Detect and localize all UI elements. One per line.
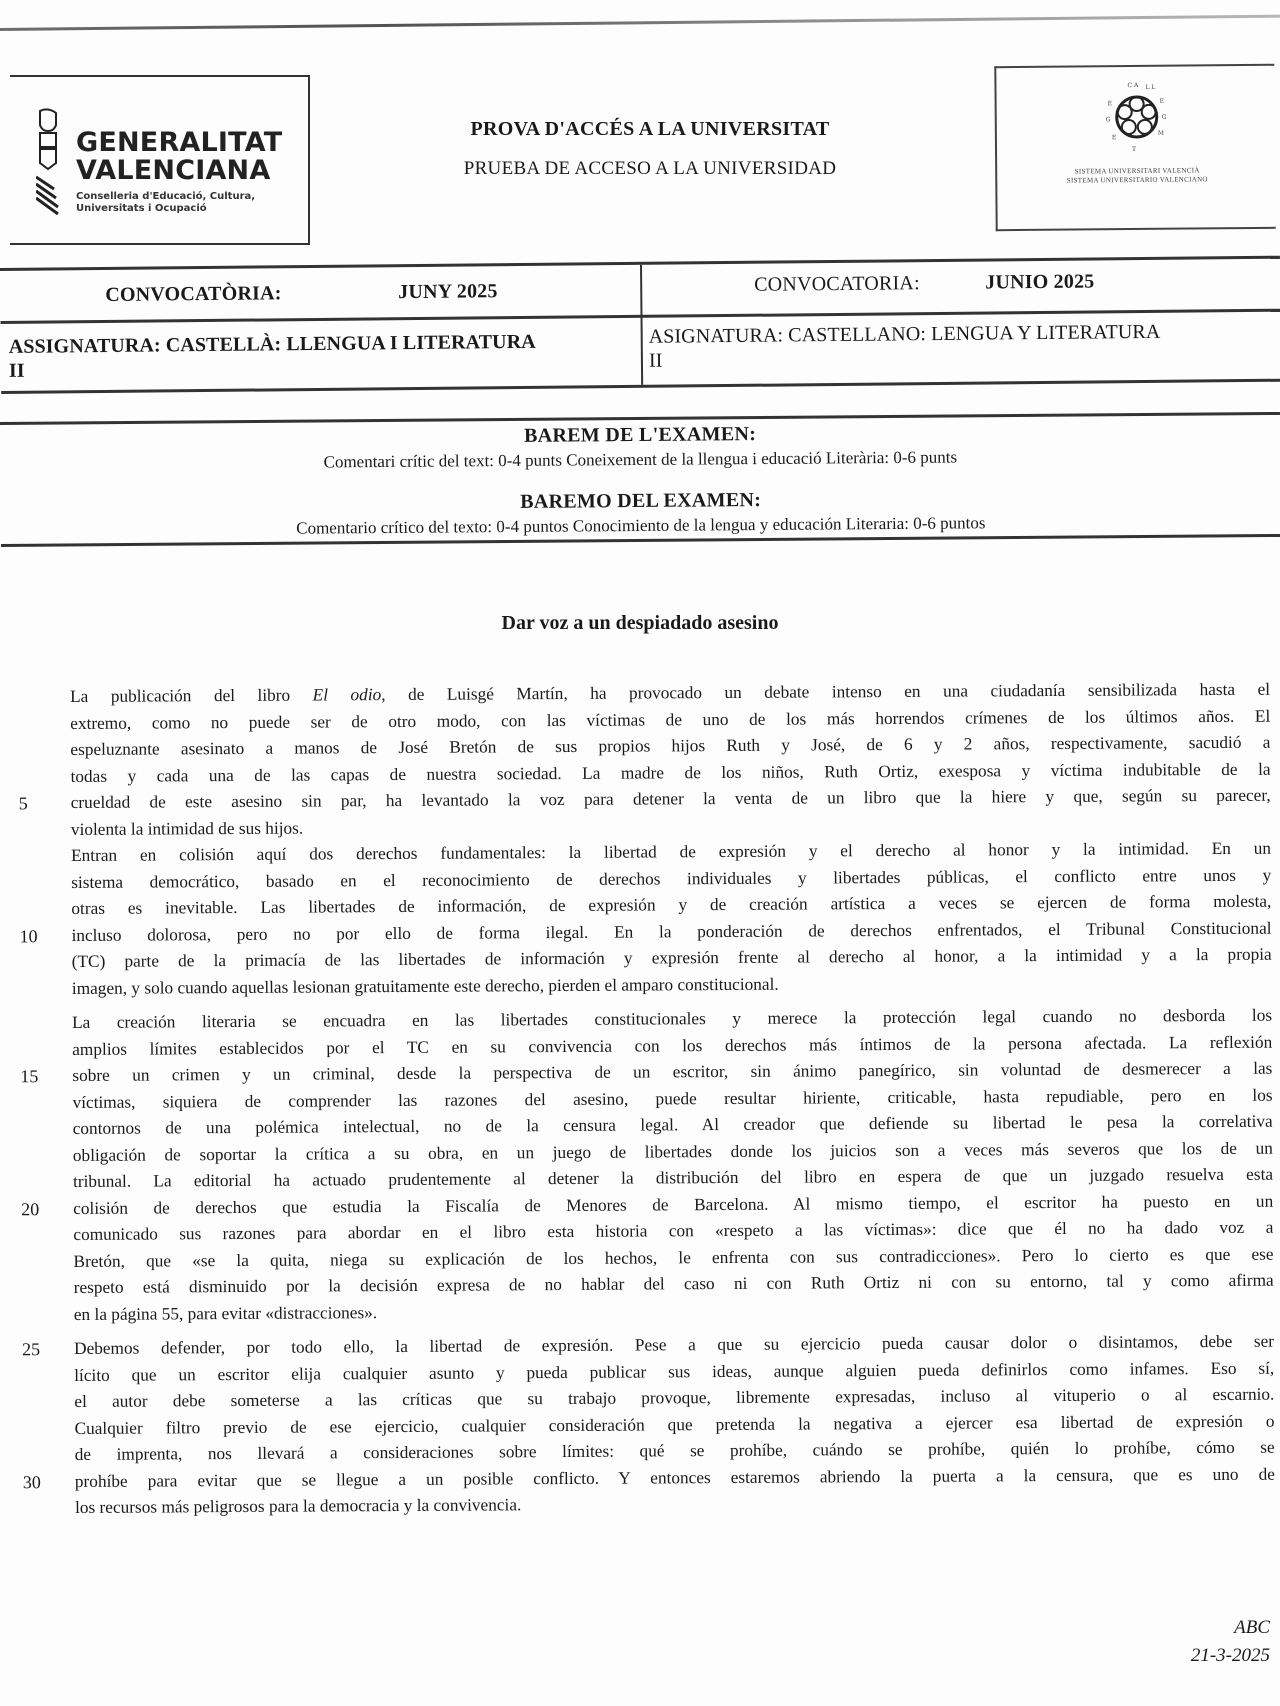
subject-ca: ASSIGNATURA: CASTELLÀ: LLENGUA I LITERATURA II [8,330,536,382]
article-line: comunicado sus razones para abordar en el libro esta historia con «respeto a las víctimas»: dice que él no ha dado voz a [73,1217,1274,1244]
line-number: 15 [20,1066,39,1087]
university-system-name: SISTEMA UNIVERSITARI VALENCIÀ SISTEMA UNIVERSITARIO VALENCIANO [1066,166,1208,185]
article-line: Cualquier filtro previo de ese ejercicio, cualquier consideración que pretenda la negativa a ejercer esa libertad de expresión o [74,1411,1275,1438]
article-body [18,677,1275,1522]
generalitat-coat-of-arms-icon [36,107,60,217]
page-edge-rule [0,15,1280,31]
convocatoria-label-es: CONVOCATORIA: [754,272,920,296]
convocatoria-value-es: JUNIO 2025 [985,270,1095,294]
source-name: ABC [1234,1617,1270,1638]
svg-text:E: E [1111,134,1117,142]
article-line: (TC) parte de la primacía de las libertades de información y expresión frente al derecho al honor, a la intimidad y a la propia [71,944,1272,971]
article-line: La creación literaria se encuadra en las libertades constitucionales y merece la protección legal cuando no desborda los [72,1005,1273,1032]
source-date: 21-3-2025 [1190,1645,1270,1666]
article-line: 20 colisión de derechos que estudia la Fiscalía de Menores de Barcelona. Al mismo tiempo, el escritor ha puesto en un [73,1188,1273,1222]
article-line: 25 Debemos defender, por todo ello, la libertad de expresión. Pese a que su ejercicio pueda causar dolor o disintamos, debe ser [74,1329,1274,1363]
article-line: 5 crueldad de este asesino sin par, ha levantado la voz para detener la venta de un libro que la hiere y que, según su parecer, [71,783,1271,817]
convocatoria-label-ca: CONVOCATÒRIA: [105,282,282,306]
article-line: extremo, como no puede ser de otro modo, con las víctimas de uno de los más horrendos crímenes de los últimos años. El [70,706,1271,733]
article-line: imagen, y solo cuando aquellas lesionan gratuitamente este derecho, pierden el amparo constitucional. [71,974,779,998]
article-line: en la página 55, para evitar «distracciones». [73,1302,378,1324]
grading-text-ca: Comentari crític del text: 0-4 punts Coneixement de la llengua i educació Literària: 0-6 punts [323,447,958,472]
svg-text:T: T [1131,145,1137,154]
article-line: espeluznante asesinato a manos de José Bretón de sus propios hijos Ruth y José, de 6 y 2 años, respectivamente, sacudió a [70,732,1271,759]
svg-text:L L: L L [1145,83,1156,91]
article-line: víctimas, siquiera de comprender las razones del asesino, puede resultar hiriente, criticable, hasta repudiable, pero en los [72,1085,1273,1112]
article-line: amplios límites establecidos por el TC en su convivencia con los derechos más íntimos de la persona afectada. La reflexión [72,1032,1273,1059]
grading-heading-ca: BAREM DE L'EXAMEN: [523,423,757,447]
grading-scale-box [0,412,1280,547]
article-line: 15 sobre un crimen y un criminal, desde la perspectiva de un escritor, sin ánimo panegírico, sin voluntad de desmerecer a las [72,1056,1272,1090]
line-number: 10 [19,925,38,946]
exam-title-valencian: PROVA D'ACCÉS A LA UNIVERSITAT [470,118,830,140]
conselleria-name: Conselleria d'Educació, Cultura, Universitats i Ocupació [76,191,256,214]
article-title: Dar voz a un despiadado asesino [501,612,779,634]
svg-text:G: G [1105,116,1111,124]
convocatoria-value-ca: JUNY 2025 [398,280,498,304]
sistema-universitari-logo-box [994,64,1275,231]
line-number: 5 [18,793,28,814]
book-title: El odio [312,685,382,705]
convocatoria-table [0,256,1280,394]
subject-es: ASIGNATURA: CASTELLANO: LENGUA Y LITERATURA II [648,320,1161,372]
article-line: Entran en colisión aquí dos derechos fundamentales: la libertad de expresión y el derecho al honor y la intimidad. En un [70,838,1272,865]
article-line: 10 incluso dolorosa, pero no por ello de forma ilegal. En la ponderación de derechos enfrentados, el Tribunal Constitucional [71,915,1271,949]
article-line: 30 prohíbe para evitar que se llegue a un posible conflicto. Y entonces estaremos abriendo la puerta a la censura, que es uno de [75,1461,1275,1495]
article-line: todas y cada una de las capas de nuestra sociedad. La madre de los niños, Ruth Ortiz, exesposa y víctima indubitable de la [70,759,1271,786]
exam-title-spanish: PRUEBA DE ACCESO A LA UNIVERSIDAD [463,158,837,179]
article-line: obligación de soportar la crítica a su obra, en un juego de libertades donde los juicios son a veces más severos que los de un [72,1138,1273,1165]
line-number: 25 [22,1339,41,1360]
article-line: violenta la intimidad de sus hijos. [70,818,304,839]
svg-text:M: M [1157,129,1165,137]
article-line: respeto está disminuido por la decisión expresa de no hablar del caso ni con Ruth Ortiz ni con su entorno, tal y como afirma [73,1270,1274,1297]
article-line: sistema democrático, basado en el reconocimiento de derechos individuales y libertades públicas, el conflicto entre unos y [71,865,1272,892]
generalitat-logo-box [10,75,310,245]
svg-text:E: E [1107,100,1113,108]
line-number: 30 [22,1471,41,1492]
grading-heading-es: BAREMO DEL EXAMEN: [520,489,762,513]
article-line: los recursos más peligrosos para la democracia y la convivencia. [74,1495,522,1517]
svg-text:G: G [1161,113,1167,121]
generalitat-name: GENERALITAT VALENCIANA [76,127,283,186]
table-column-divider [640,265,643,385]
article-line: lícito que un escritor elija cualquier asunto y pueda publicar sus ideas, aunque alguien pueda definirlos como infames. Eso sí, [74,1358,1275,1385]
grading-text-es: Comentario crítico del texto: 0-4 puntos Conocimiento de la lengua y educación Literaria: 0-6 puntos [296,513,986,538]
article-line: el autor debe someterse a las críticas que su trabajo provoque, libremente expresadas, incluso al vituperio o al escarnio. [74,1384,1275,1411]
svg-text:C A: C A [1127,81,1139,90]
article-line: de imprenta, nos llevará a consideraciones sobre límites: qué se prohíbe, cuándo se prohíbe, quién lo prohíbe, cómo se [74,1437,1275,1464]
line-number: 20 [21,1198,40,1219]
article-line: otras es inevitable. Las libertades de información, de expresión y de creación artística a veces se ejercen de forma molesta, [71,891,1272,918]
article-line: La publicación del libro El odio, de Luisgé Martín, ha provocado un debate intenso en una ciudadanía sensibilizada hasta el [70,679,1271,706]
article-line: Bretón, que «se la quita, niega su explicación de los hechos, le enfrenta con sus contradicciones». Pero lo cierto es que ese [73,1244,1274,1271]
article-line: tribunal. La editorial ha actuado prudentemente al detener la distribución del libro en espera de que un juzgado resuelva esta [72,1164,1274,1191]
article-source [1191,1614,1270,1670]
university-system-emblem-icon [1101,79,1172,160]
article-line: contornos de una polémica intelectual, no de la censura legal. Al creador que defiende su libertad le pesa la correlativa [72,1111,1273,1138]
svg-text:E: E [1159,97,1165,105]
